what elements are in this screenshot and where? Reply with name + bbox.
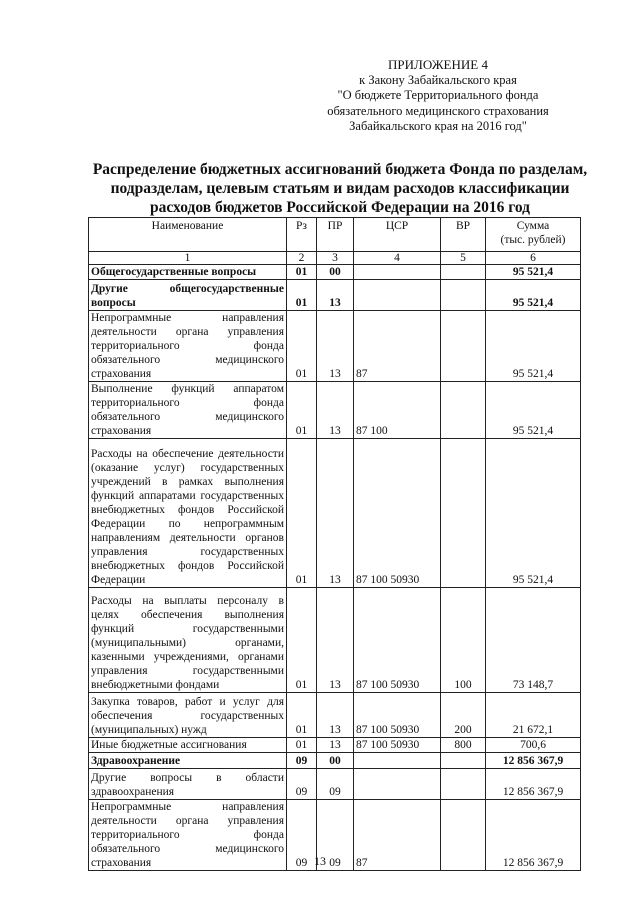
cell-name: Иные бюджетные ассигнования — [89, 738, 287, 753]
table-row — [89, 769, 581, 800]
cell-name: Другие общегосударственные вопросы — [89, 280, 287, 311]
cell-rz: 01 — [287, 693, 317, 738]
column-number: 6 — [486, 252, 581, 265]
appendix-heading: ПРИЛОЖЕНИЕ 4 — [388, 57, 488, 72]
title-line: расходов бюджетов Российской Федерации на 2016 год — [149, 199, 531, 216]
cell-rz: 01 — [287, 439, 317, 588]
cell-vr — [441, 311, 486, 382]
cell-rz: 01 — [287, 588, 317, 693]
header-rz: Рз — [287, 218, 317, 252]
cell-rz: 01 — [287, 280, 317, 311]
column-number: 3 — [317, 252, 354, 265]
header-name: Наименование — [89, 218, 287, 252]
cell-vr: 800 — [441, 738, 486, 753]
cell-csr — [354, 280, 441, 311]
cell-rz: 01 — [287, 311, 317, 382]
cell-sum: 95 521,4 — [486, 382, 581, 439]
table-row — [89, 265, 581, 280]
cell-sum: 73 148,7 — [486, 588, 581, 693]
cell-csr: 87 100 50930 — [354, 738, 441, 753]
cell-csr — [354, 769, 441, 800]
cell-vr — [441, 382, 486, 439]
cell-rz: 09 — [287, 753, 317, 769]
cell-csr: 87 — [354, 800, 441, 871]
cell-name: Закупка товаров, работ и услуг для обеспечения государственных (муниципальных) нужд — [89, 693, 287, 738]
cell-pr: 13 — [317, 382, 354, 439]
cell-pr: 13 — [317, 280, 354, 311]
cell-pr: 13 — [317, 588, 354, 693]
table-row — [89, 588, 581, 693]
cell-pr: 13 — [317, 738, 354, 753]
cell-vr — [441, 265, 486, 280]
cell-vr — [441, 753, 486, 769]
document-title — [60, 160, 620, 217]
cell-pr: 13 — [317, 311, 354, 382]
cell-vr: 100 — [441, 588, 486, 693]
column-number-row — [89, 252, 581, 265]
cell-pr: 13 — [317, 693, 354, 738]
cell-pr: 09 — [317, 769, 354, 800]
appendix-line: Забайкальского края на 2016 год" — [349, 119, 527, 133]
header-row — [89, 218, 581, 252]
appendix-line: обязательного медицинского страхования — [327, 103, 549, 118]
appendix-line: "О бюджете Территориального фонда — [337, 88, 539, 102]
cell-vr — [441, 769, 486, 800]
cell-rz: 09 — [287, 769, 317, 800]
cell-sum: 95 521,4 — [486, 439, 581, 588]
header-sum — [486, 218, 581, 252]
cell-sum: 21 672,1 — [486, 693, 581, 738]
cell-csr — [354, 265, 441, 280]
table-row — [89, 753, 581, 769]
cell-rz: 01 — [287, 738, 317, 753]
cell-pr: 00 — [317, 753, 354, 769]
header-pr: ПР — [317, 218, 354, 252]
appendix-line: к Закону Забайкальского края — [359, 72, 517, 87]
title-line: подразделам, целевым статьям и видам расходов классификации — [110, 180, 570, 197]
cell-name: Расходы на обеспечение деятельности (оказание услуг) государственных учреждений в рамках выполнения функций аппаратами государственных внебюджетных фондов Российской Федерации по непрограммным направлениям деятельности органов управления государственных внебюджетных фондов Российской Федерации — [89, 439, 287, 588]
cell-csr: 87 100 — [354, 382, 441, 439]
column-number: 1 — [89, 252, 287, 265]
table-row — [89, 693, 581, 738]
cell-vr — [441, 439, 486, 588]
cell-csr: 87 100 50930 — [354, 439, 441, 588]
header-vr: ВР — [441, 218, 486, 252]
header-sum-unit: (тыс. рублей) — [500, 234, 566, 246]
column-number: 4 — [354, 252, 441, 265]
cell-name: Здравоохранение — [89, 753, 287, 769]
table-row — [89, 439, 581, 588]
cell-name: Непрограммные направления деятельности органа управления территориального фонда обязательного медицинского страхования — [89, 800, 287, 871]
cell-name: Другие вопросы в области здравоохранения — [89, 769, 287, 800]
cell-vr: 200 — [441, 693, 486, 738]
cell-csr: 87 — [354, 311, 441, 382]
table-row — [89, 382, 581, 439]
cell-rz: 01 — [287, 382, 317, 439]
cell-sum: 12 856 367,9 — [486, 800, 581, 871]
page-number: 13 — [314, 854, 326, 868]
cell-name: Непрограммные направления деятельности органа управления территориального фонда обязательного медицинского страхования — [89, 311, 287, 382]
cell-vr — [441, 280, 486, 311]
table-row — [89, 738, 581, 753]
cell-pr: 00 — [317, 265, 354, 280]
cell-sum: 12 856 367,9 — [486, 753, 581, 769]
column-number: 2 — [287, 252, 317, 265]
cell-csr: 87 100 50930 — [354, 693, 441, 738]
budget-table — [88, 217, 581, 871]
cell-sum: 95 521,4 — [486, 280, 581, 311]
cell-name: Выполнение функций аппаратом территориального фонда обязательного медицинского страхования — [89, 382, 287, 439]
cell-sum: 95 521,4 — [486, 311, 581, 382]
cell-pr: 09 — [317, 800, 354, 871]
cell-name: Общегосударственные вопросы — [89, 265, 287, 280]
cell-rz: 09 — [287, 800, 317, 871]
table-row — [89, 280, 581, 311]
title-line: Распределение бюджетных ассигнований бюджета Фонда по разделам, — [92, 161, 588, 178]
appendix-block — [288, 57, 588, 135]
cell-pr: 13 — [317, 439, 354, 588]
cell-csr — [354, 753, 441, 769]
cell-csr: 87 100 50930 — [354, 588, 441, 693]
cell-rz: 01 — [287, 265, 317, 280]
header-csr: ЦСР — [354, 218, 441, 252]
cell-sum: 95 521,4 — [486, 265, 581, 280]
column-number: 5 — [441, 252, 486, 265]
table-row — [89, 311, 581, 382]
header-sum-label: Сумма — [516, 220, 550, 232]
cell-name: Расходы на выплаты персоналу в целях обеспечения выполнения функций государственными (муниципальными) органами, казенными учреждениями, органами управления государственными внебюджетными фондами — [89, 588, 287, 693]
cell-sum: 12 856 367,9 — [486, 769, 581, 800]
cell-sum: 700,6 — [486, 738, 581, 753]
